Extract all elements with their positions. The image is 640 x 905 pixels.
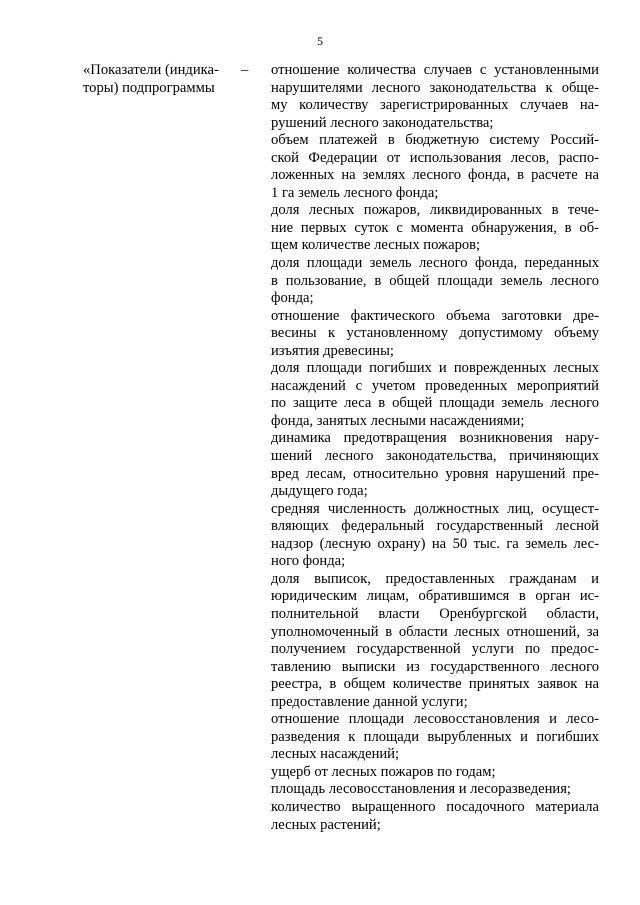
indicator-item — [271, 764, 599, 782]
dash-separator: – — [241, 62, 249, 78]
indicator-line: лесных растений; — [271, 816, 381, 833]
indicator-line: количество выращенного посадочного материала — [271, 798, 599, 815]
indicator-item — [271, 711, 599, 764]
indicator-line: доля площади погибших и поврежденных лесных — [271, 360, 599, 377]
indicator-line: му количеству зарегистрированных случаев на- — [271, 97, 599, 114]
indicator-item — [271, 781, 599, 799]
indicator-line: отношение количества случаев с установленными — [271, 62, 599, 78]
indicator-line: фонда, занятых лесными насаждениями; — [271, 412, 525, 429]
indicator-line: в пользование, в общей площади земель лесного — [271, 272, 599, 289]
indicator-line: доля площади земель лесного фонда, переданных — [271, 255, 599, 272]
indicator-line: весины к установленному допустимому объему — [271, 325, 599, 342]
indicator-line: объем платежей в бюджетную систему Россий- — [271, 132, 599, 149]
indicator-line: доля выписок, предоставленных гражданам и — [271, 570, 599, 587]
indicators-list — [271, 62, 599, 834]
indicator-line: лесных насаждений; — [271, 746, 400, 763]
indicator-item — [271, 501, 599, 571]
indicator-item — [271, 202, 599, 255]
indicator-line: ного фонда; — [271, 553, 346, 570]
indicator-line: площадь лесовосстановления и лесоразведения; — [271, 781, 571, 798]
indicator-line: предоставление данной услуги; — [271, 693, 468, 710]
indicator-item — [271, 62, 599, 132]
indicator-line: отношение площади лесовосстановления и лесо- — [271, 711, 599, 728]
indicator-line: динамика предотвращения возникновения нару- — [271, 430, 599, 447]
indicator-line: тавлению выписки из государственного лесного — [271, 658, 599, 675]
indicator-line: нарушителями лесного законодательства к обще- — [271, 79, 599, 96]
indicator-line: юридическим лицам, обратившимся в орган ис- — [271, 588, 599, 605]
indicator-item — [271, 255, 599, 308]
indicator-line: шений лесного законодательства, причиняющих — [271, 448, 599, 465]
indicator-line: средняя численность должностных лиц, осущест- — [271, 500, 599, 517]
indicator-item — [271, 430, 599, 500]
indicator-item — [271, 571, 599, 711]
indicator-item — [271, 360, 599, 430]
indicator-line: доля лесных пожаров, ликвидированных в тече- — [271, 202, 599, 219]
indicator-line: вляющих федеральный государственный лесной — [271, 518, 599, 535]
indicator-line: дыдущего года; — [271, 483, 368, 500]
indicators-label-line: торы) подпрограммы — [83, 79, 215, 96]
indicator-line: получением государственной услуги по предос- — [271, 641, 599, 658]
indicator-line: по защите леса в общей площади земель лесного — [271, 395, 599, 412]
indicator-line: отношение фактического объема заготовки дре- — [271, 307, 599, 324]
indicator-line: фонда; — [271, 290, 314, 307]
indicator-line: 1 га земель лесного фонда; — [271, 184, 439, 201]
indicator-line: вред лесам, относительно уровня нарушений пре- — [271, 465, 599, 482]
indicator-line: изъятия древесины; — [271, 342, 394, 359]
indicator-line: ской Федерации от использования лесов, распо- — [271, 149, 599, 166]
indicators-label-line: «Показатели (индика- — [83, 62, 219, 78]
page-number: 5 — [317, 34, 323, 48]
indicator-line: ущерб от лесных пожаров по годам; — [271, 763, 496, 780]
indicator-item — [271, 799, 599, 834]
indicator-line: разведения к площади вырубленных и погибших — [271, 728, 599, 745]
indicator-line: ние первых суток с момента обнаружения, в об- — [271, 219, 599, 236]
indicator-line: насаждений с учетом проведенных мероприятий — [271, 377, 599, 394]
indicators-label — [83, 62, 233, 97]
indicator-line: уполномоченный в области лесных отношений, за — [271, 623, 599, 640]
indicator-line: рушений лесного законодательства; — [271, 114, 494, 131]
indicator-line: ложенных на землях лесного фонда, в расчете на — [271, 167, 599, 184]
indicator-line: полнительной власти Оренбургской области, — [271, 605, 599, 622]
indicator-line: надзор (лесную охрану) на 50 тыс. га земель лес- — [271, 535, 599, 552]
indicator-item — [271, 308, 599, 361]
indicator-line: реестра, в общем количестве принятых заявок на — [271, 676, 599, 693]
indicator-line: щем количестве лесных пожаров; — [271, 237, 481, 254]
indicator-item — [271, 132, 599, 202]
